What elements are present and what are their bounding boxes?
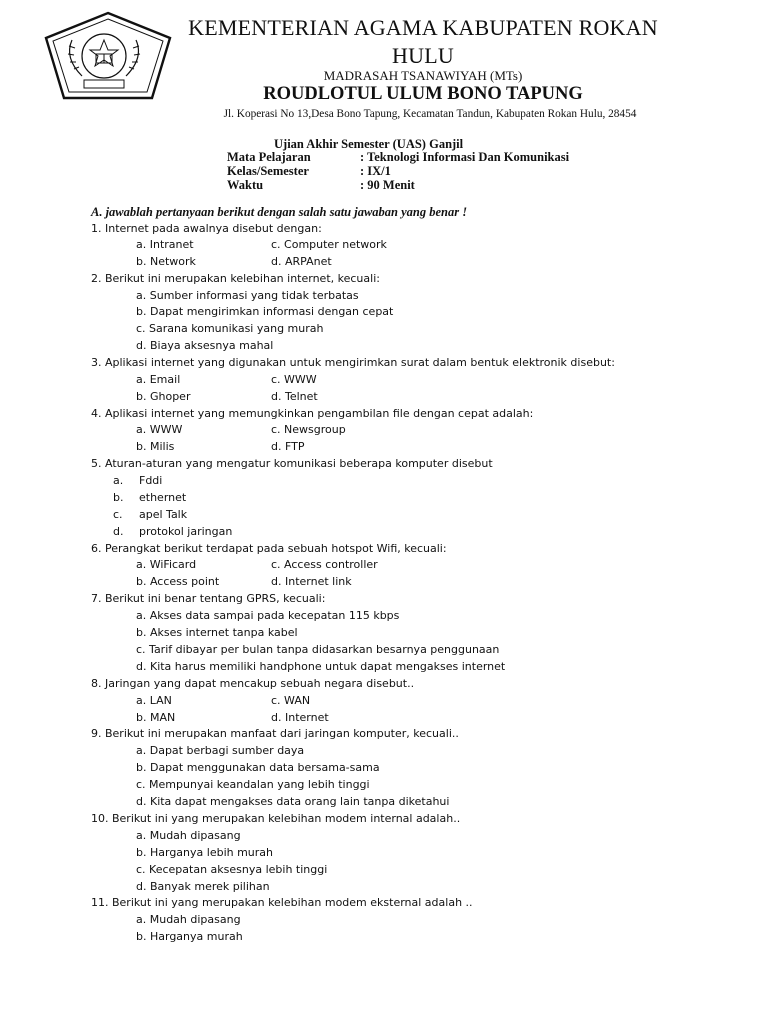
option: b. Dapat mengirimkan informasi dengan cepat <box>136 305 394 318</box>
option: a. Email <box>136 373 181 386</box>
option: c. Mempunyai keandalan yang lebih tinggi <box>136 778 370 791</box>
option: d. Kita dapat mengakses data orang lain tanpa diketahui <box>136 795 450 808</box>
option: b. Access point <box>136 575 220 588</box>
option: d. Telnet <box>271 390 318 403</box>
option-letter: b. <box>113 491 124 504</box>
option: d. ARPAnet <box>271 255 332 268</box>
madrasah-type: MADRASAH TSANAWIYAH (MTs) <box>323 68 523 83</box>
option: b. MAN <box>136 711 176 724</box>
option: d. Internet <box>271 711 329 724</box>
option: protokol jaringan <box>139 525 233 538</box>
option: c. Tarif dibayar per bulan tanpa didasarkan besarnya penggunaan <box>136 643 500 656</box>
kemenag-logo <box>42 10 174 102</box>
option: a. LAN <box>136 694 172 707</box>
question-11: 11. Berikut ini yang merupakan kelebihan modem eksternal adalah .. <box>91 896 473 909</box>
question-7: 7. Berikut ini benar tentang GPRS, kecuali: <box>91 592 326 605</box>
question-6: 6. Perangkat berikut terdapat pada sebuah hotspot Wifi, kecuali: <box>91 542 447 555</box>
option: a. Dapat berbagi sumber daya <box>136 744 305 757</box>
option: a. Mudah dipasang <box>136 829 241 842</box>
option: d. Internet link <box>271 575 352 588</box>
option: b. Harganya murah <box>136 930 243 943</box>
option: a. WiFicard <box>136 558 197 571</box>
option: c. Access controller <box>271 558 378 571</box>
option: a. Mudah dipasang <box>136 913 241 926</box>
option: d. Banyak merek pilihan <box>136 880 270 893</box>
option: a. WWW <box>136 423 183 436</box>
option-letter: a. <box>113 474 124 487</box>
school-name: ROUDLOTUL ULUM BONO TAPUNG <box>263 84 583 104</box>
question-1: 1. Internet pada awalnya disebut dengan: <box>91 222 322 235</box>
option-letter: d. <box>113 525 124 538</box>
option: c. Kecepatan aksesnya lebih tinggi <box>136 863 328 876</box>
option: b. Ghoper <box>136 390 191 403</box>
meta-value: : IX/1 <box>360 164 391 178</box>
option: apel Talk <box>139 508 188 521</box>
option: b. Network <box>136 255 196 268</box>
question-8: 8. Jaringan yang dapat mencakup sebuah negara disebut.. <box>91 677 415 690</box>
option: b. Akses internet tanpa kabel <box>136 626 298 639</box>
option: Fddi <box>139 474 163 487</box>
option: b. Dapat menggunakan data bersama-sama <box>136 761 380 774</box>
instruction: A. jawablah pertanyaan berikut dengan salah satu jawaban yang benar ! <box>91 205 468 219</box>
exam-title: Ujian Akhir Semester (UAS) Ganjil <box>274 137 464 151</box>
meta-value: : Teknologi Informasi Dan Komunikasi <box>360 150 570 164</box>
option: d. Biaya aksesnya mahal <box>136 339 274 352</box>
question-5: 5. Aturan-aturan yang mengatur komunikasi beberapa komputer disebut <box>91 457 493 470</box>
option: b. Harganya lebih murah <box>136 846 274 859</box>
option: ethernet <box>139 491 187 504</box>
meta-label: Waktu <box>227 178 264 192</box>
meta-value: : 90 Menit <box>360 178 415 192</box>
option: b. Milis <box>136 440 175 453</box>
option: c. Newsgroup <box>271 423 346 436</box>
meta-label: Kelas/Semester <box>227 164 309 178</box>
option: c. WWW <box>271 373 317 386</box>
option: c. Sarana komunikasi yang murah <box>136 322 324 335</box>
question-10: 10. Berikut ini yang merupakan kelebihan modem internal adalah.. <box>91 812 461 825</box>
ministry-title: KEMENTERIAN AGAMA KABUPATEN ROKAN HULU <box>188 15 658 68</box>
option: d. FTP <box>271 440 305 453</box>
option: a. Akses data sampai pada kecepatan 115 kbps <box>136 609 400 622</box>
option: a. Sumber informasi yang tidak terbatas <box>136 289 359 302</box>
question-9: 9. Berikut ini merupakan manfaat dari jaringan komputer, kecuali.. <box>91 727 459 740</box>
option-letter: c. <box>113 508 123 521</box>
option: c. WAN <box>271 694 311 707</box>
option: c. Computer network <box>271 238 387 251</box>
option: a. Intranet <box>136 238 194 251</box>
question-2: 2. Berikut ini merupakan kelebihan internet, kecuali: <box>91 272 380 285</box>
meta-label: Mata Pelajaran <box>227 150 311 164</box>
question-3: 3. Aplikasi internet yang digunakan untuk mengirimkan surat dalam bentuk elektronik disebut: <box>91 356 615 369</box>
option: d. Kita harus memiliki handphone untuk dapat mengakses internet <box>136 660 506 673</box>
school-address: Jl. Koperasi No 13,Desa Bono Tapung, Kecamatan Tandun, Kabupaten Rokan Hulu, 28454 <box>223 108 637 120</box>
question-4: 4. Aplikasi internet yang memungkinkan pengambilan file dengan cepat adalah: <box>91 407 534 420</box>
